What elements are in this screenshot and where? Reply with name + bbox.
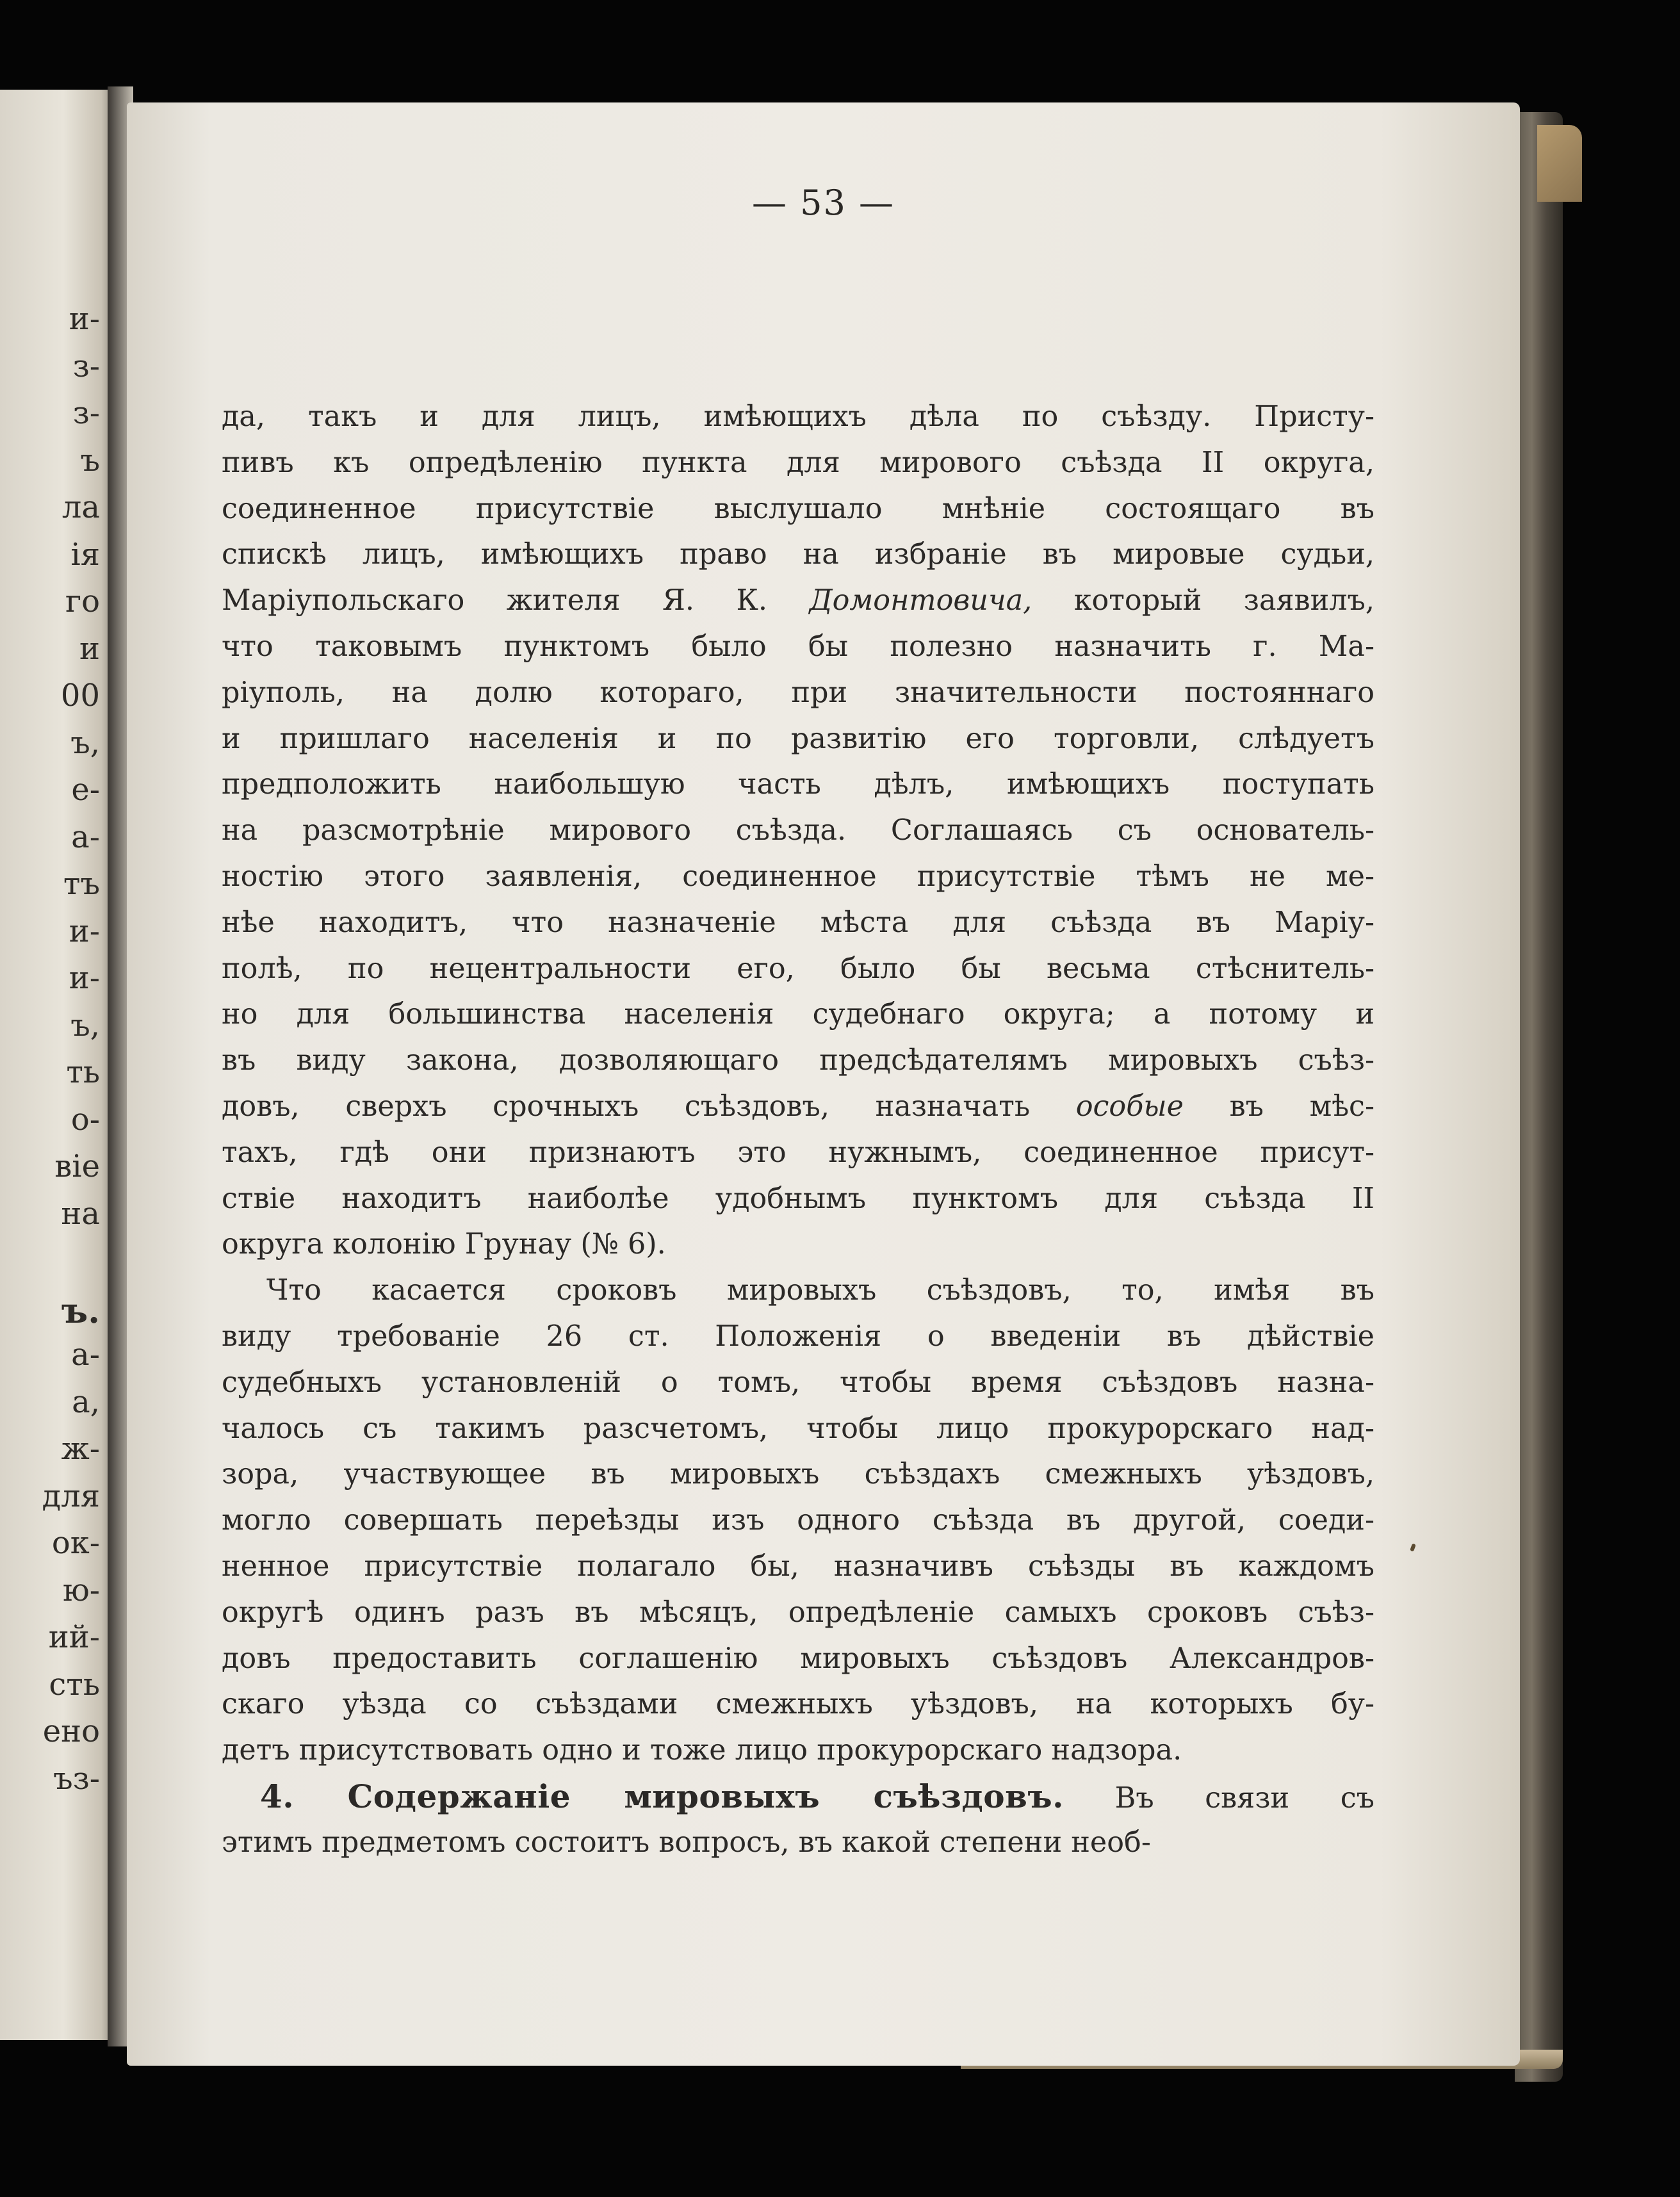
paper-speck — [1410, 1543, 1416, 1551]
text-segment: предположить наибольшую часть дѣлъ, имѣющихъ поступать — [222, 768, 1374, 801]
text-segment: судебныхъ установленій о томъ, чтобы время съѣздовъ назна- — [222, 1366, 1374, 1399]
text-segment: что таковымъ пунктомъ было бы полезно назначить г. Ма- — [222, 630, 1374, 663]
left-page-fragment: ть — [66, 1054, 100, 1090]
left-page-fragment: е- — [71, 772, 100, 808]
left-page-fragment: а- — [71, 1337, 100, 1373]
text-segment: этимъ предметомъ состоитъ вопросъ, въ какой степени необ- — [222, 1825, 1151, 1859]
left-page-fragment: и- — [69, 960, 100, 996]
left-page-fragment: віе — [54, 1148, 100, 1184]
text-segment: да, такъ и для лицъ, имѣющихъ дѣла по съѣзду. Присту- — [222, 400, 1374, 433]
left-page-fragment: а, — [72, 1384, 100, 1420]
text-segment: въ виду закона, дозволяющаго предсѣдателямъ мировыхъ съѣз- — [222, 1044, 1374, 1077]
book-page — [127, 102, 1520, 2066]
text-line — [222, 1590, 1374, 1636]
text-segment: Въ связи съ — [1064, 1781, 1374, 1815]
text-line — [222, 440, 1374, 486]
text-segment: который заявилъ, — [1032, 584, 1374, 617]
left-page-fragment: ъ, — [70, 724, 100, 761]
italic-emphasis: Домонтовича, — [809, 584, 1032, 617]
text-segment: довъ, сверхъ срочныхъ съѣздовъ, назначать — [222, 1090, 1076, 1123]
text-line — [222, 946, 1374, 992]
text-segment: на разсмотрѣніе мирового съѣзда. Соглашаясь съ основатель- — [222, 814, 1374, 847]
text-line — [222, 716, 1374, 762]
text-line — [222, 854, 1374, 900]
left-page-fragment: ла — [61, 489, 100, 525]
section-heading: 4. Содержаніе мировыхъ съѣздовъ. — [260, 1777, 1064, 1815]
text-segment: тахъ, гдѣ они признаютъ это нужнымъ, соединенное присут- — [222, 1136, 1374, 1169]
text-line — [222, 670, 1374, 716]
text-segment: скаго уѣзда со съѣздами смежныхъ уѣздовъ, на которыхъ бу- — [222, 1688, 1374, 1721]
left-page-fragment: о- — [70, 1101, 100, 1138]
text-line — [222, 1544, 1374, 1590]
text-line — [222, 1084, 1374, 1130]
text-line — [222, 1314, 1374, 1360]
text-line — [222, 1221, 1374, 1268]
left-page-fragment: тъ — [63, 866, 100, 902]
text-segment: полѣ, по нецентральности его, было бы весьма стѣснитель- — [222, 952, 1374, 985]
left-page-fragment: ъ — [80, 442, 100, 478]
text-segment: Маріупольскаго жителя Я. К. — [222, 584, 810, 617]
text-segment: зора, участвующее въ мировыхъ съѣздахъ смежныхъ уѣздовъ, — [222, 1458, 1374, 1491]
text-segment: ненное присутствіе полагало бы, назначивъ съѣзды въ каждомъ — [222, 1549, 1374, 1583]
text-line — [222, 1451, 1374, 1498]
text-segment: ствіе находитъ наиболѣе удобнымъ пунктомъ для съѣзда II — [222, 1182, 1374, 1215]
left-page-fragment: ий- — [48, 1619, 100, 1655]
text-segment: пивъ къ опредѣленію пункта для мирового съѣзда II округа, — [222, 446, 1374, 479]
text-line — [222, 1176, 1374, 1222]
left-page-fragment: на — [61, 1195, 100, 1232]
text-line — [222, 394, 1374, 440]
text-line — [222, 1681, 1374, 1727]
left-page-fragment: ено — [42, 1713, 100, 1749]
text-segment: спискѣ лицъ, имѣющихъ право на избраніе въ мировые судьи, — [222, 538, 1374, 571]
text-line — [222, 1727, 1374, 1774]
book-edge — [1515, 112, 1563, 2082]
left-page-fragment: и- — [69, 913, 100, 949]
text-segment: и пришлаго населенія и по развитію его торговли, слѣдуетъ — [222, 722, 1374, 755]
left-page-fragment: и- — [69, 301, 100, 337]
text-segment: ріуполь, на долю котораго, при значительности постояннаго — [222, 676, 1374, 709]
text-line — [222, 1360, 1374, 1406]
text-line — [222, 762, 1374, 808]
text-segment: округа колонію Грунау (№ 6). — [222, 1228, 666, 1261]
text-line — [222, 1498, 1374, 1544]
text-segment: округѣ одинъ разъ въ мѣсяцъ, опредѣленіе самыхъ сроковъ съѣз- — [222, 1596, 1374, 1629]
text-line — [222, 808, 1374, 854]
left-page-fragment: го — [65, 584, 100, 619]
text-segment: въ мѣс- — [1183, 1090, 1374, 1123]
left-page-fragment: ъ. — [61, 1289, 100, 1331]
text-line — [222, 1038, 1374, 1084]
text-segment: виду требованіе 26 ст. Положенія о введеніи въ дѣйствіе — [222, 1319, 1374, 1353]
text-segment: ностію этого заявленія, соединенное присутствіе тѣмъ не ме- — [222, 860, 1374, 893]
left-page-fragment: з- — [72, 348, 100, 384]
text-line — [222, 1130, 1374, 1176]
text-segment: довъ предоставить соглашенію мировыхъ съѣздовъ Александров- — [222, 1642, 1374, 1675]
left-page-fragment: 00 — [60, 678, 100, 714]
text-line — [222, 1636, 1374, 1682]
left-page-fragment: сть — [49, 1666, 100, 1703]
text-segment: чалось съ такимъ разсчетомъ, чтобы лицо прокурорскаго над- — [222, 1412, 1374, 1445]
page-body-text — [222, 394, 1374, 1866]
left-page-fragment: ъ, — [70, 1007, 100, 1043]
text-segment: Что касается сроковъ мировыхъ съѣздовъ, то, имѣя въ — [266, 1274, 1374, 1307]
left-page-fragment: ок- — [51, 1525, 100, 1561]
book-corner — [1537, 125, 1582, 202]
text-segment: соединенное присутствіе выслушало мнѣніе состоящаго въ — [222, 492, 1374, 525]
italic-emphasis: особые — [1075, 1090, 1184, 1123]
text-segment: детъ присутствовать одно и тоже лицо прокурорскаго надзора. — [222, 1734, 1182, 1767]
text-line — [222, 992, 1374, 1038]
text-line — [222, 1268, 1374, 1314]
left-page-edge — [0, 90, 115, 2040]
text-line — [222, 532, 1374, 578]
left-page-fragment: з- — [72, 395, 100, 431]
text-segment: нѣе находитъ, что назначеніе мѣста для съѣзда въ Маріу- — [222, 906, 1374, 939]
left-page-fragment: а- — [71, 819, 100, 855]
left-page-fragment: ю- — [62, 1572, 100, 1608]
left-page-fragment: для — [42, 1478, 100, 1514]
text-segment: но для большинства населенія судебнаго округа; а потому и — [222, 998, 1374, 1031]
text-line — [222, 1774, 1374, 1820]
text-line — [222, 624, 1374, 670]
left-page-fragment: и — [79, 630, 100, 667]
text-line — [222, 578, 1374, 624]
text-line — [222, 486, 1374, 532]
page-number: — 53 — — [751, 183, 895, 223]
left-page-fragment: ж- — [61, 1431, 100, 1467]
text-segment: могло совершать переѣзды изъ одного съѣзда въ другой, соеди- — [222, 1504, 1374, 1537]
left-page-fragment: ъз- — [53, 1760, 100, 1797]
text-line — [222, 1406, 1374, 1452]
left-page-fragment: ія — [70, 536, 100, 573]
text-line — [222, 900, 1374, 946]
text-line — [222, 1820, 1374, 1866]
